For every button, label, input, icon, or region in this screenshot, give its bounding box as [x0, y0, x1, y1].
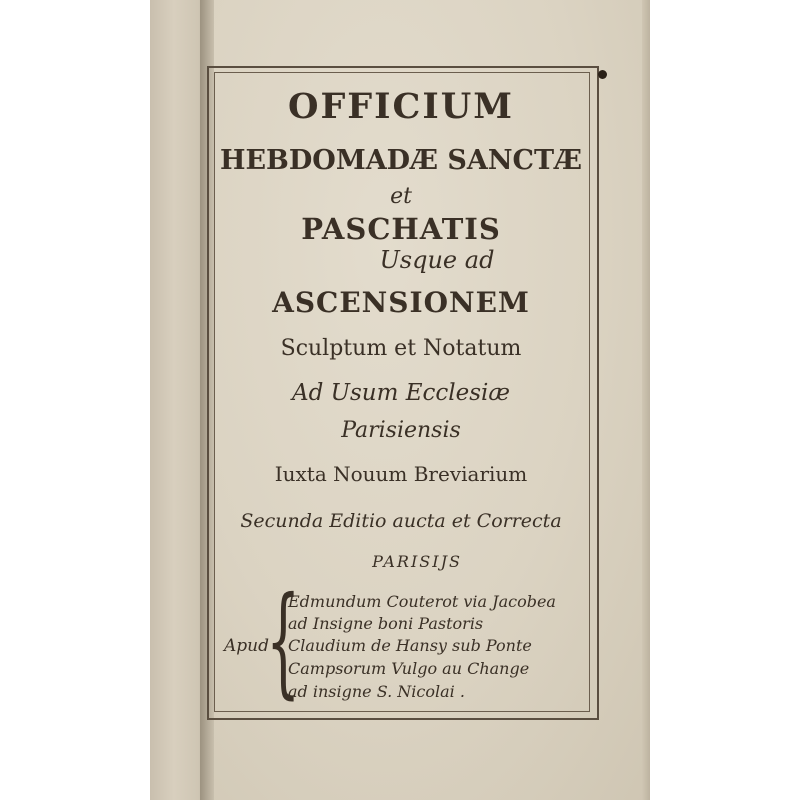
title-paschatis: PASCHATIS	[301, 212, 501, 246]
imprint-brace: {	[266, 572, 301, 711]
title-usque-ad: Usque ad	[379, 246, 495, 274]
imprint-line: Claudium de Hansy sub Ponte	[288, 636, 532, 655]
imprint-line: ad Insigne boni Pastoris	[288, 614, 484, 633]
subtitle-sculptum: Sculptum et Notatum	[280, 336, 522, 361]
page-right-edge	[642, 0, 650, 800]
edition-statement: Secunda Editio aucta et Correcta	[240, 510, 562, 532]
imprint-line: ad insigne S. Nicolai .	[288, 682, 465, 701]
title-ascensionem: ASCENSIONEM	[272, 286, 530, 319]
place-parisijs: PARISIJS	[372, 552, 462, 571]
title-hebdomadae-sanctae: HEBDOMADÆ SANCTÆ	[219, 145, 583, 176]
title-officium: OFFICIUM	[287, 86, 515, 127]
imprint-apud: Apud	[224, 636, 269, 656]
subtitle-parisiensis: Parisiensis	[341, 418, 461, 443]
title-et: et	[390, 184, 412, 209]
imprint-line: Edmundum Couterot via Jacobea	[288, 592, 556, 611]
ink-blot	[598, 70, 607, 79]
subtitle-iuxta: Iuxta Nouum Breviarium	[274, 462, 528, 486]
subtitle-ad-usum: Ad Usum Ecclesiæ	[291, 380, 511, 406]
imprint-line: Campsorum Vulgo au Change	[288, 659, 530, 678]
